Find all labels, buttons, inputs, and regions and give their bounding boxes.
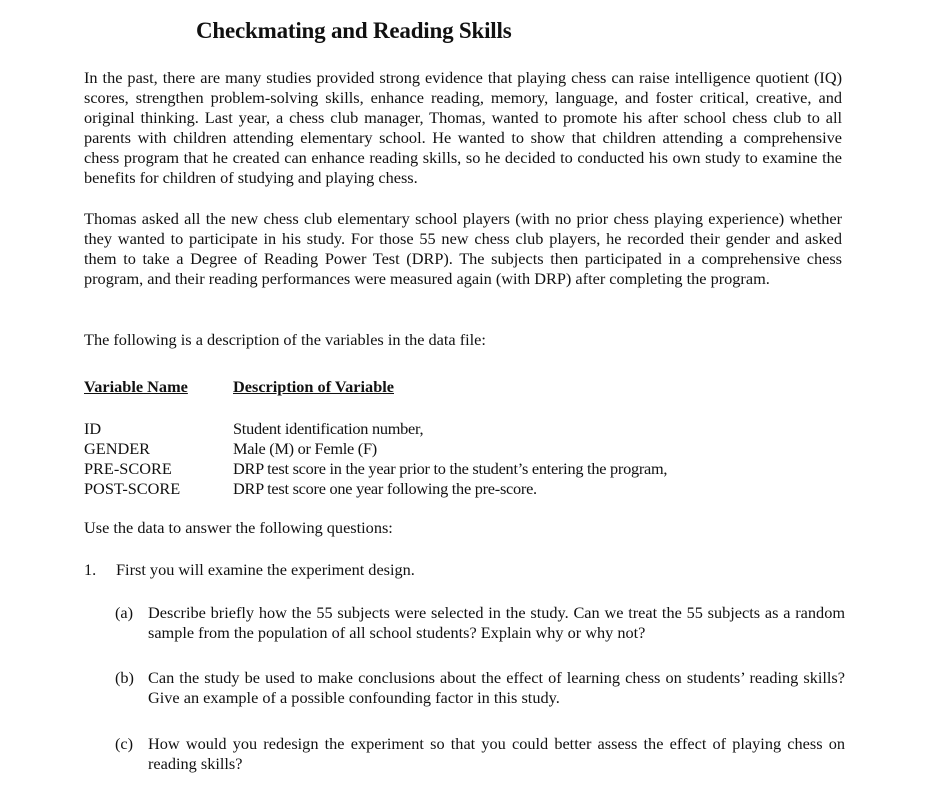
variable-description: DRP test score in the year prior to the student’s entering the program,	[233, 459, 668, 478]
variable-name: GENDER	[84, 439, 151, 458]
subquestion-label: (c)	[115, 734, 134, 753]
subquestion-label: (a)	[115, 603, 134, 622]
variable-name: POST-SCORE	[84, 479, 181, 498]
variable-description: Male (M) or Femle (F)	[233, 439, 377, 458]
variable-name: ID	[84, 419, 102, 438]
question-1c	[115, 734, 845, 774]
variable-description-header: Description of Variable	[233, 377, 394, 396]
variable-row	[84, 459, 844, 479]
subquestion-label: (b)	[115, 668, 134, 687]
subquestion-text: How would you redesign the experiment so that you could better assess the effect of playing chess on reading skills?	[148, 734, 845, 774]
variable-name-header: Variable Name	[84, 377, 188, 396]
variable-row	[84, 419, 844, 439]
instructions-text: Use the data to answer the following questions:	[84, 518, 393, 537]
subquestion-text: Can the study be used to make conclusions about the effect of learning chess on students’ reading skills? Give an example of a possible confounding factor in this study.	[148, 668, 845, 708]
subquestion-text: Describe briefly how the 55 subjects were selected in the study. Can we treat the 55 subjects as a random sample from the population of all school students? Explain why or why not?	[148, 603, 845, 643]
variable-description: DRP test score one year following the pre-score.	[233, 479, 537, 498]
variable-row	[84, 479, 844, 499]
variables-intro: The following is a description of the variables in the data file:	[84, 330, 486, 349]
paragraph-study-design: Thomas asked all the new chess club elementary school players (with no prior chess playing experience) whether they wanted to participate in his study. For those 55 new chess club players, he recorded their gender and asked them to take a Degree of Reading Power Test (DRP). The subjects then participated in a comprehensive chess program, and their reading performances were measured again (with DRP) after completing the program.	[84, 209, 842, 289]
document-title: Checkmating and Reading Skills	[196, 18, 512, 43]
question-1b	[115, 668, 845, 708]
question-text: First you will examine the experiment design.	[116, 560, 415, 579]
variable-row	[84, 439, 844, 459]
question-number: 1.	[84, 560, 97, 579]
question-1a	[115, 603, 845, 643]
variable-name: PRE-SCORE	[84, 459, 172, 478]
paragraph-background: In the past, there are many studies provided strong evidence that playing chess can raise intelligence quotient (IQ) scores, strengthen problem-solving skills, enhance reading, memory, language, and foster critical, creative, and original thinking. Last year, a chess club manager, Thomas, wanted to promote his after school chess club to all parents with children attending elementary school. He wanted to show that children attending a comprehensive chess program that he created can enhance reading skills, so he decided to conducted his own study to examine the benefits for children of studying and playing chess.	[84, 68, 842, 188]
variable-description: Student identification number,	[233, 419, 424, 438]
